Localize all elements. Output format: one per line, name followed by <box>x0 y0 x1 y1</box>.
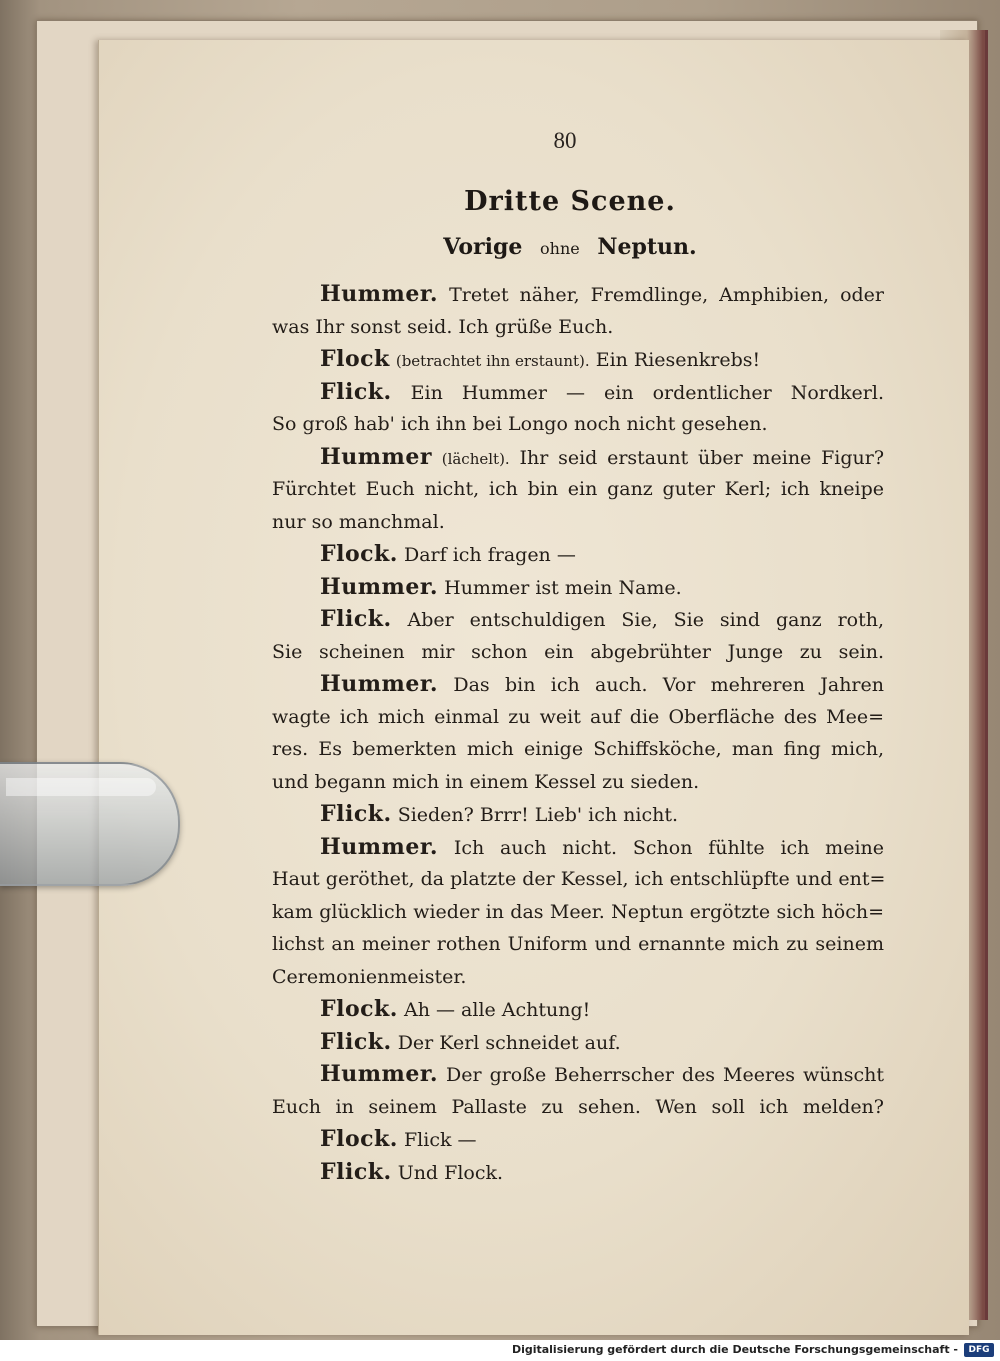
dfg-logo: DFG <box>964 1343 994 1357</box>
speaker-name: Hummer. <box>320 573 439 600</box>
line-text: kam glücklich wieder in das Meer. Neptun ergötzte sich höch= <box>272 900 884 923</box>
line-text: Ceremonienmeister. <box>272 965 467 988</box>
speaker-name: Hummer. <box>320 671 439 697</box>
text-line <box>272 1156 884 1189</box>
speaker-name: Flick. <box>320 606 392 632</box>
line-text: Das bin ich auch. Vor mehreren Jahren <box>453 674 884 696</box>
stage-direction: (lächelt). <box>441 449 510 468</box>
text-line <box>272 408 884 441</box>
speaker-name: Flick. <box>320 801 392 827</box>
line-text: nur so manchmal. <box>272 510 445 533</box>
speaker-name: Flock. <box>320 996 398 1022</box>
line-text: Der Kerl schneidet auf. <box>397 1031 621 1054</box>
subtitle-vorige: Vorige <box>443 234 523 260</box>
text-line <box>272 701 884 734</box>
footer-bar <box>0 1340 1000 1361</box>
line-text: Ich auch nicht. Schon fühlte ich meine <box>453 836 884 859</box>
speaker-name: Flick. <box>320 1158 392 1185</box>
stage-direction: (betrachtet ihn erstaunt). <box>395 352 590 370</box>
text-line <box>272 993 884 1026</box>
text-line <box>272 538 884 571</box>
line-text: Haut geröthet, da platzte der Kessel, ich entschlüpfte und ent= <box>272 868 886 890</box>
glass-page-holder <box>0 762 180 886</box>
text-line <box>272 311 884 344</box>
line-text: Ein Riesenkrebs! <box>595 349 761 371</box>
speaker-name: Flick. <box>320 1028 392 1055</box>
text-line <box>272 668 884 701</box>
line-text: Und Flock. <box>397 1161 504 1184</box>
text-line <box>272 1123 884 1156</box>
line-text: Ihr seid erstaunt über meine Figur? <box>519 446 885 469</box>
speaker-name: Hummer. <box>320 833 439 860</box>
speaker-name: Hummer. <box>320 281 439 307</box>
text-line <box>272 733 884 766</box>
page-number: 80 <box>553 128 577 153</box>
speaker-name: Flock. <box>320 541 398 567</box>
line-text: Hummer ist mein Name. <box>444 576 682 599</box>
line-text: lichst an meiner rothen Uniform und ernannte mich zu seinem <box>272 933 884 955</box>
scene-subtitle <box>350 234 790 260</box>
text-line <box>272 636 884 669</box>
text-line <box>272 961 884 994</box>
text-line <box>272 473 884 506</box>
line-text: Der große Beherrscher des Meeres wünscht <box>446 1064 884 1086</box>
line-text: Tretet näher, Fremdlinge, Amphibien, oder <box>449 284 884 306</box>
text-line <box>272 603 884 636</box>
dialogue-text <box>272 278 884 1188</box>
line-text: Aber entschuldigen Sie, Sie sind ganz roth, <box>407 609 884 631</box>
line-text: Flick — <box>404 1129 477 1151</box>
speaker-name: Hummer <box>320 443 432 470</box>
text-line <box>272 278 884 311</box>
subtitle-ohne: ohne <box>540 239 580 258</box>
line-text: Ah — alle Achtung! <box>404 999 591 1021</box>
text-line <box>272 1058 884 1091</box>
text-line <box>272 798 884 831</box>
text-line <box>272 831 884 864</box>
subtitle-neptun: Neptun. <box>597 234 697 260</box>
text-line <box>272 896 884 929</box>
scene-title: Dritte Scene. <box>464 186 676 217</box>
line-text: So groß hab' ich ihn bei Longo noch nicht gesehen. <box>272 413 768 435</box>
text-line <box>272 376 884 409</box>
line-text: res. Es bemerkten mich einige Schiffsköche, man fing mich, <box>272 738 884 760</box>
text-line <box>272 441 884 474</box>
text-line <box>272 863 884 896</box>
text-line <box>272 1091 884 1124</box>
text-line <box>272 506 884 539</box>
line-text: Ein Hummer — ein ordentlicher Nordkerl. <box>410 381 885 404</box>
speaker-name: Flock <box>320 346 390 372</box>
line-text: Euch in seinem Pallaste zu sehen. Wen soll ich melden? <box>272 1095 884 1118</box>
text-line <box>272 928 884 961</box>
line-text: Fürchtet Euch nicht, ich bin ein ganz guter Kerl; ich kneipe <box>272 478 884 500</box>
text-line <box>272 343 884 376</box>
footer-credit: Digitalisierung gefördert durch die Deutsche Forschungsgemeinschaft - <box>511 1343 958 1356</box>
line-text: Darf ich fragen — <box>404 544 576 566</box>
text-line <box>272 571 884 604</box>
line-text: und begann mich in einem Kessel zu sieden. <box>272 770 700 793</box>
speaker-name: Hummer. <box>320 1061 439 1087</box>
text-line <box>272 766 884 799</box>
holder-highlight <box>6 778 156 796</box>
line-text: Sie scheinen mir schon ein abgebrühter Junge zu sein. <box>272 640 884 663</box>
line-text: was Ihr sonst seid. Ich grüße Euch. <box>272 315 614 338</box>
text-line <box>272 1026 884 1059</box>
line-text: wagte ich mich einmal zu weit auf die Oberfläche des Mee= <box>272 705 884 728</box>
speaker-name: Flick. <box>320 378 392 405</box>
line-text: Sieden? Brrr! Lieb' ich nicht. <box>397 804 679 826</box>
speaker-name: Flock. <box>320 1126 398 1152</box>
